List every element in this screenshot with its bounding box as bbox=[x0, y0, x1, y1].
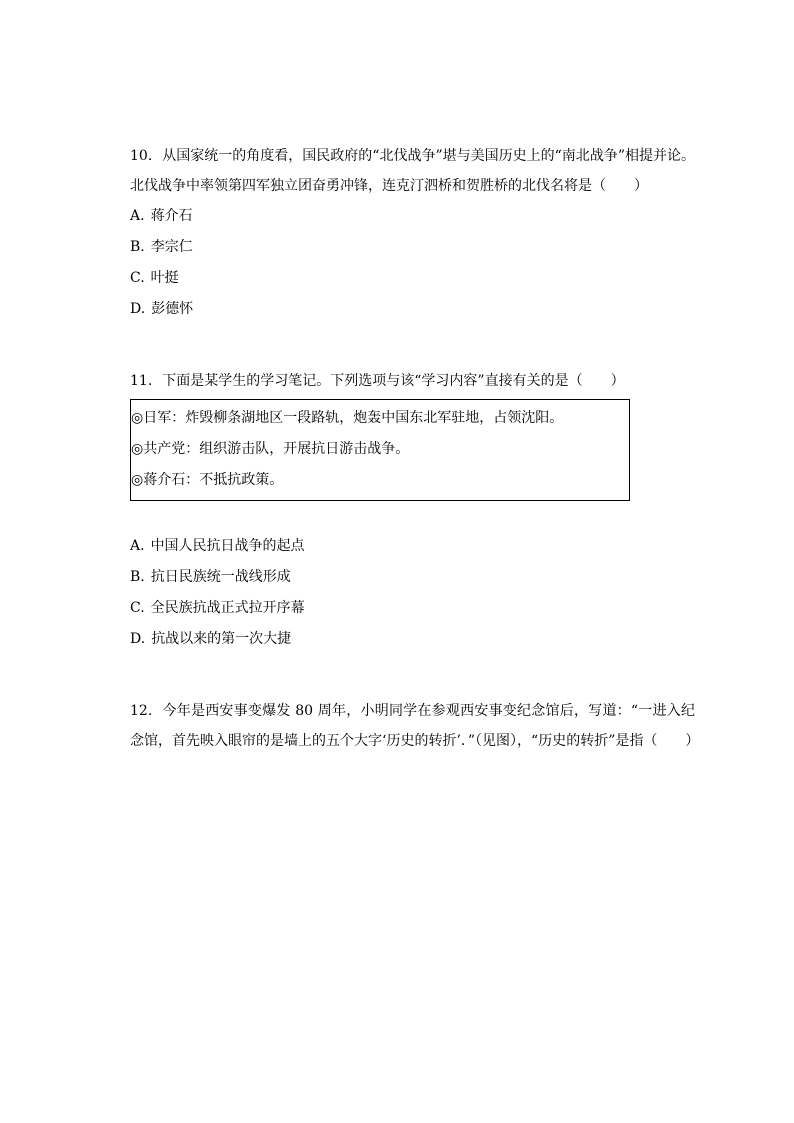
question-number: 10. bbox=[130, 148, 153, 164]
option-letter: C. bbox=[130, 600, 145, 616]
option-text: 叶挺 bbox=[150, 270, 179, 286]
option-text: 中国人民抗日战争的起点 bbox=[150, 538, 305, 554]
option-a[interactable] bbox=[130, 531, 695, 562]
question-stem bbox=[130, 366, 695, 396]
option-c[interactable] bbox=[130, 593, 695, 624]
option-text: 抗日民族统一战线形成 bbox=[150, 569, 291, 585]
question-number: 11. bbox=[130, 373, 153, 389]
question-stem bbox=[130, 141, 695, 201]
option-text: 李宗仁 bbox=[150, 239, 193, 255]
question-11 bbox=[130, 366, 695, 655]
option-d[interactable] bbox=[130, 294, 695, 325]
question-12 bbox=[130, 696, 700, 756]
option-text: 全民族抗战正式拉开序幕 bbox=[150, 600, 305, 616]
option-c[interactable] bbox=[130, 263, 695, 294]
option-letter: B. bbox=[130, 569, 145, 585]
question-10 bbox=[130, 141, 695, 325]
option-text: 彭德怀 bbox=[151, 301, 194, 317]
note-line: ◎共产党：组织游击队，开展抗日游击战争。 bbox=[131, 441, 410, 457]
option-letter: D. bbox=[130, 301, 146, 317]
option-text: 抗战以来的第一次大捷 bbox=[151, 631, 292, 647]
question-text: 今年是西安事变爆发 80 周年，小明同学在参观西安事变纪念馆后，写道：“一进入纪念馆，首先映入眼帘的是墙上的五个大字‘历史的转折’．”（见图），“历史的转折”是指（ ） bbox=[130, 703, 700, 749]
option-a[interactable] bbox=[130, 201, 695, 232]
option-b[interactable] bbox=[130, 232, 695, 263]
option-letter: B. bbox=[130, 239, 145, 255]
option-letter: D. bbox=[130, 631, 146, 647]
option-d[interactable] bbox=[130, 624, 695, 655]
option-b[interactable] bbox=[130, 562, 695, 593]
question-number: 12. bbox=[130, 703, 153, 719]
option-letter: A. bbox=[130, 538, 145, 554]
study-notes-box bbox=[130, 399, 630, 501]
note-line: ◎日军：炸毁柳条湖地区一段路轨，炮轰中国东北军驻地，占领沈阳。 bbox=[131, 410, 564, 426]
option-letter: A. bbox=[130, 208, 145, 224]
note-line: ◎蒋介石：不抵抗政策。 bbox=[131, 472, 284, 488]
question-text: 下面是某学生的学习笔记。下列选项与该“学习内容”直接有关的是（ ） bbox=[162, 373, 625, 389]
answer-options bbox=[130, 531, 695, 655]
question-stem bbox=[130, 696, 700, 756]
option-letter: C. bbox=[130, 270, 145, 286]
option-text: 蒋介石 bbox=[150, 208, 193, 224]
answer-options bbox=[130, 201, 695, 325]
question-text: 从国家统一的角度看，国民政府的“北伐战争”堪与美国历史上的“南北战争”相提并论。北伐战争中率领第四军独立团奋勇冲锋，连克汀泗桥和贺胜桥的北伐名将是（ ） bbox=[130, 148, 695, 194]
